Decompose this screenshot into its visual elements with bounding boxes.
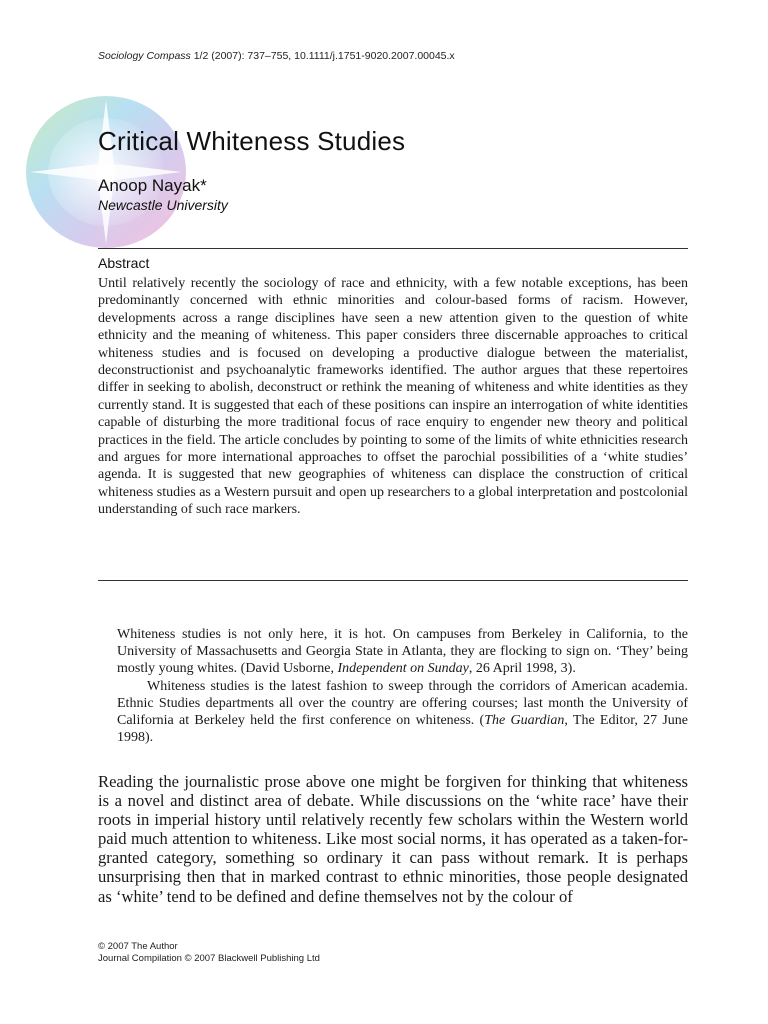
citation: 1/2 (2007): 737–755, 10.1111/j.1751-9020.2007.00045.x [193,50,455,62]
author-affiliation: Newcastle University [98,197,228,213]
epigraph [117,626,688,746]
footer [98,941,320,965]
abstract-text: Until relatively recently the sociology of race and ethnicity, with a few notable exceptions, has been predominantly concerned with ethnic minorities and colour-based forms of racism. However, developments across a range disciplines have seen a new attention given to the question of white ethnicity and the meaning of whiteness. This paper considers three discernable approaches to critical whiteness studies and is focused on developing a productive dialogue between the materialist, deconstructionist and psychoanalytic frameworks identified. The author argues that these repertoires differ in seeking to abolish, deconstruct or rethink the meaning of whiteness and white identities as they currently stand. It is suggested that each of these positions can inspire an interrogation of white identities capable of disturbing the more traditional focus of race enquiry to engender new theory and political practices in the field. The article concludes by pointing to some of the limits of white ethnicities research and argues for more international approaches to offset the parochial possibilities of a ‘white studies’ agenda. It is suggested that new geographies of whiteness can displace the construction of critical whiteness studies as a Western pursuit and open up researchers to a global interpretation and postcolonial understanding of such race markers. [98,276,688,518]
author-name: Anoop Nayak* [98,176,207,195]
bottom-divider [98,580,688,581]
footer-compilation: Journal Compilation © 2007 Blackwell Publishing Ltd [98,953,320,964]
abstract-heading: Abstract [98,255,150,271]
body-paragraph: Reading the journalistic prose above one might be forgiven for thinking that whiteness is a novel and distinct area of debate. While discussions on the ‘white race’ have their roots in imperial history until relatively recently few scholars within the Western world paid much attention to whiteness. Like most social norms, it has operated as a taken-for-granted category, something so ordinary it can pass without remark. It is perhaps unsurprising then that in marked contrast to ethnic minorities, those people designated as ‘white’ tend to be defined and define themselves not by the colour of [98,772,688,906]
footer-copyright: © 2007 The Author [98,941,178,952]
epigraph-quote-1: Whiteness studies is not only here, it is hot. On campuses from Berkeley in California, to the University of Massachusetts and Georgia State in Atlanta, they are flocking to sign on. ‘They’ being mostly young whites. (David Usborne, Independent on Sunday, 26 April 1998, 3). [117,627,688,677]
journal-name: Sociology Compass [98,50,191,62]
epigraph-source-1: Independent on Sunday [337,661,469,677]
running-head [98,50,455,62]
epigraph-source-2: The Guardian [484,713,565,729]
top-divider [98,248,688,249]
article-title: Critical Whiteness Studies [98,126,406,156]
epigraph-quote-2: Whiteness studies is the latest fashion to sweep through the corridors of American academia. Ethnic Studies departments all over the country are offering courses; last month the University of California at Berkeley held the first conference on whiteness. (The Guardian, The Editor, 27 June 1998). [117,678,689,746]
compass-rose-logo [18,90,198,255]
